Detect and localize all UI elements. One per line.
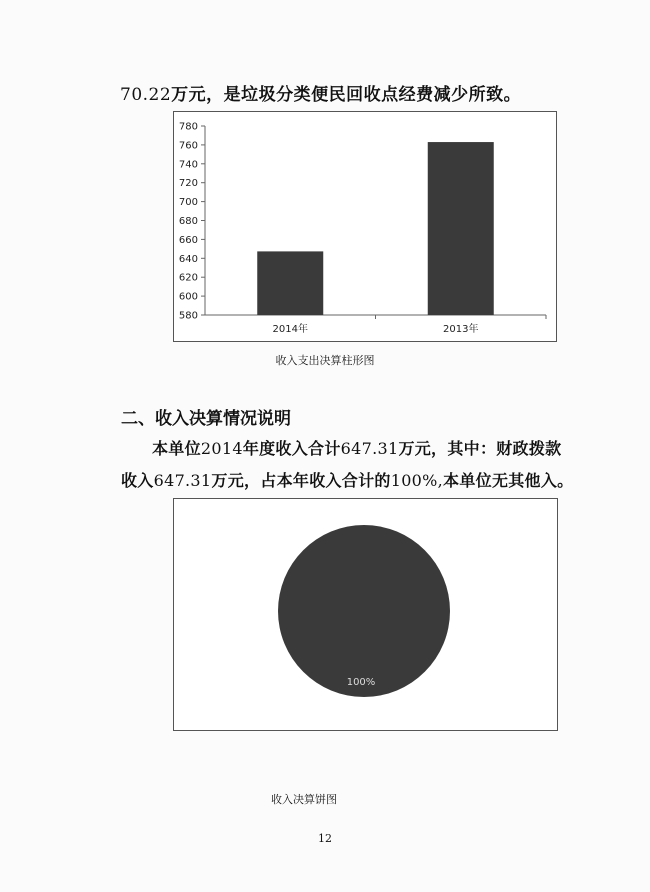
- y-tick-label: 740: [178, 159, 198, 171]
- y-tick-label: 660: [178, 234, 198, 246]
- para-text: 本单位无其他入。: [443, 471, 574, 490]
- bar-chart-svg: [174, 112, 556, 341]
- bar-chart-caption: 收入支出决算柱形图: [275, 354, 375, 367]
- para-text: 万元，其中：财政拨款: [398, 439, 562, 458]
- y-tick-label: 720: [178, 178, 198, 190]
- bar: [428, 142, 494, 315]
- pie-chart-svg: [174, 499, 557, 730]
- para-year: 2014: [200, 439, 243, 458]
- page-number: 12: [318, 832, 332, 845]
- bar: [257, 251, 323, 315]
- y-tick-label: 700: [178, 197, 198, 209]
- y-tick-label: 620: [178, 272, 198, 284]
- pie-slice-label: 100%: [346, 677, 376, 688]
- x-tick-label: 2014年: [272, 324, 308, 335]
- pie-slice: [278, 525, 450, 697]
- pie-chart: [173, 498, 558, 731]
- y-tick-label: 580: [178, 310, 198, 322]
- para-text: 收入: [121, 471, 154, 490]
- continuation-text-rest: 万元，是垃圾分类便民回收点经费减少所致。: [171, 85, 522, 105]
- pie-chart-caption: 收入决算饼图: [271, 793, 337, 806]
- para-amount: 647.31: [153, 471, 212, 490]
- para-text: 万元，占本年收入合计的: [211, 471, 391, 490]
- section-title: 二、收入决算情况说明: [121, 409, 291, 429]
- y-tick-label: 600: [178, 291, 198, 303]
- paragraph-line-2: [121, 468, 573, 491]
- bar-chart: [173, 111, 557, 342]
- x-tick-label: 2013年: [443, 324, 479, 335]
- para-text: 年度收入合计: [242, 439, 341, 458]
- paragraph-line-1: [152, 436, 561, 459]
- y-tick-label: 780: [178, 121, 198, 133]
- y-tick-label: 640: [178, 253, 198, 265]
- para-text: 本单位: [152, 439, 201, 458]
- y-tick-label: 680: [178, 216, 198, 227]
- para-percent: 100%,: [390, 471, 444, 490]
- y-tick-label: 760: [178, 140, 198, 152]
- continuation-text: [120, 80, 521, 105]
- amount-value: 70.22: [120, 85, 172, 105]
- para-amount: 647.31: [340, 439, 399, 458]
